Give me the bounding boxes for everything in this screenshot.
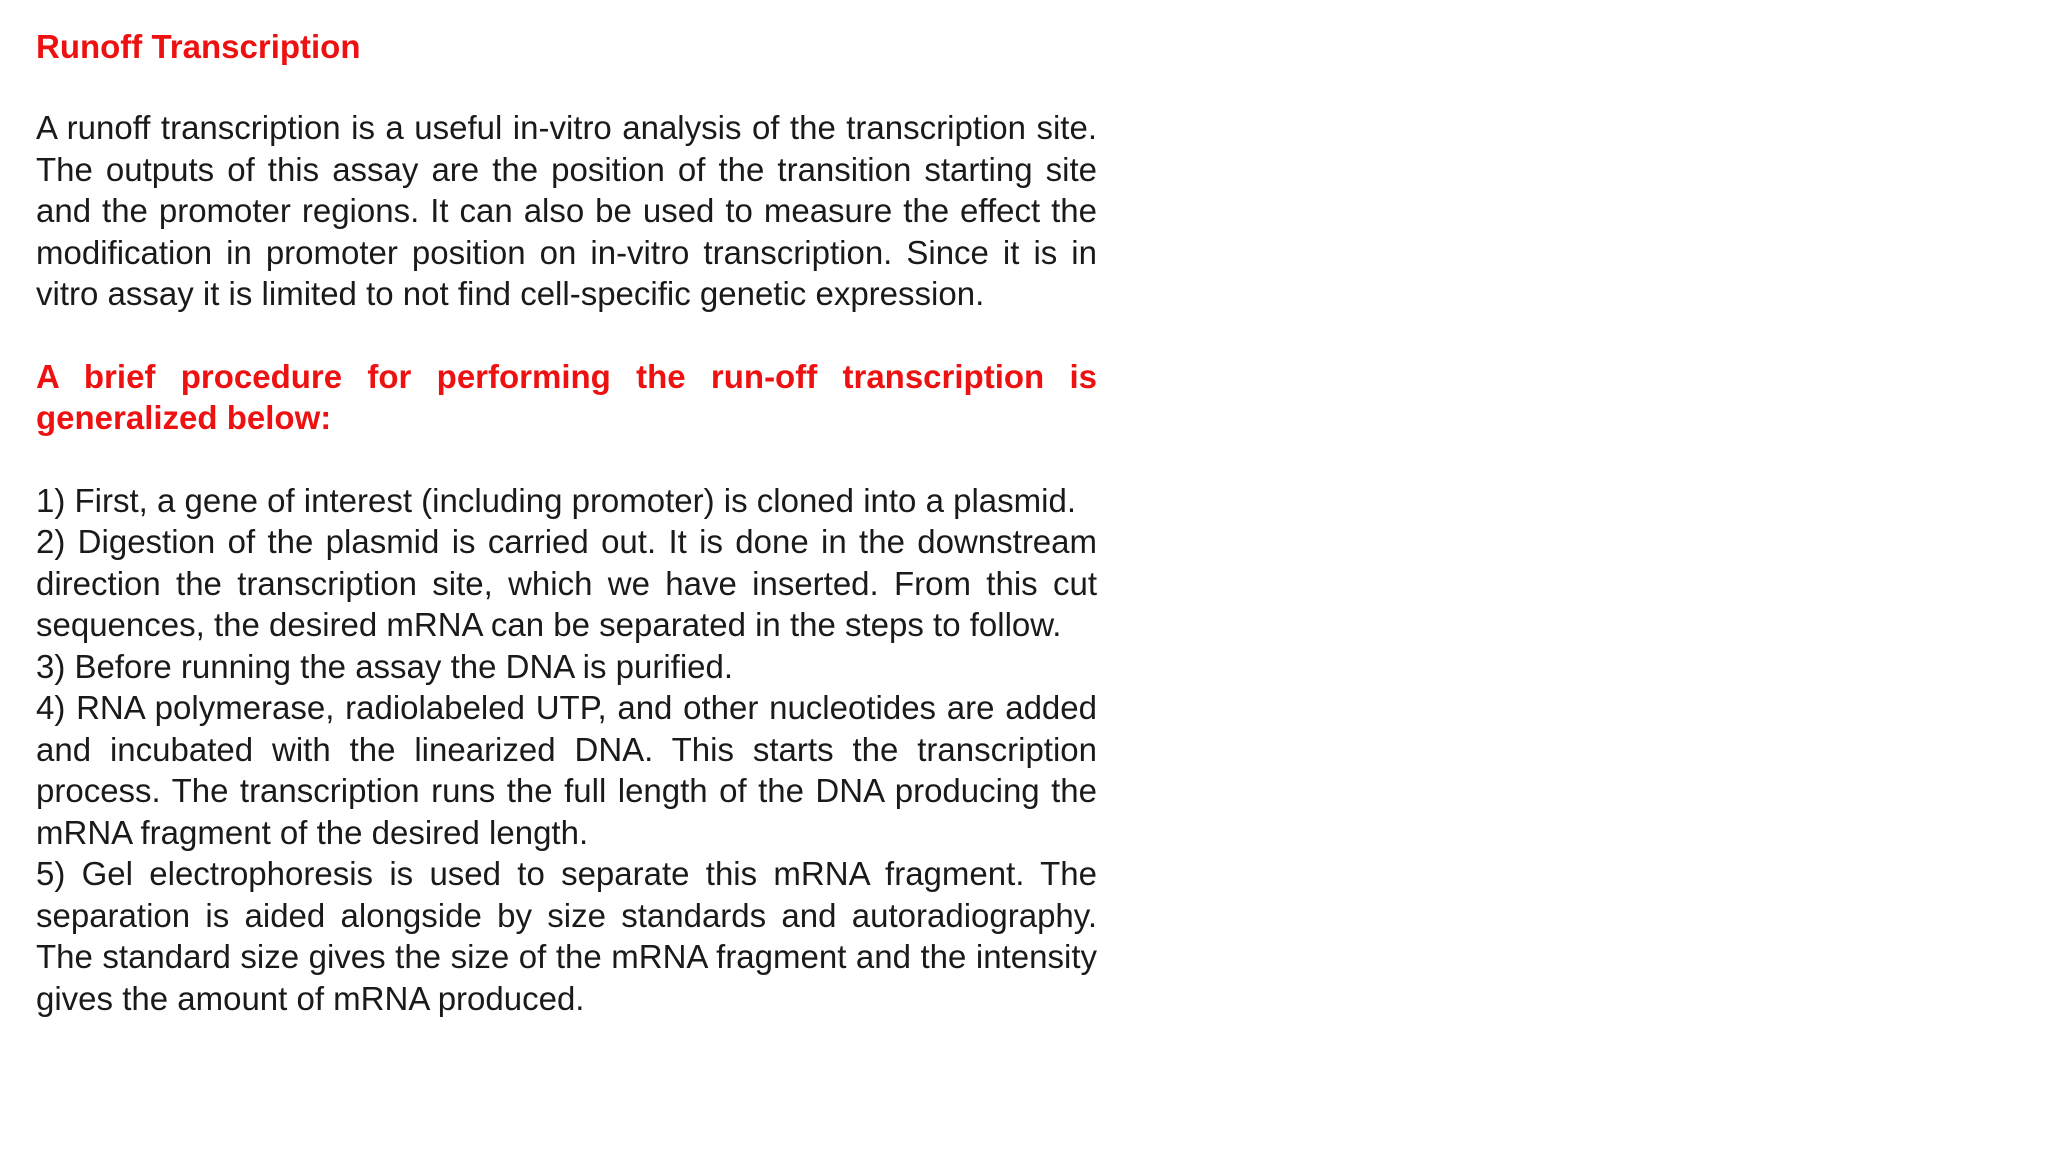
intro-paragraph: A runoff transcription is a useful in-vitro analysis of the transcription site. The outputs of this assay are the position of the transition starting site and the promoter regions. It can also be used to measure the effect the modification in promoter position on in-vitro transcription. Since it is in vitro assay it is limited to not find cell-specific genetic expression. [36,109,1097,312]
procedure-step: 2) Digestion of the plasmid is carried out. It is done in the downstream direction the transcription site, which we have inserted. From this cut sequences, the desired mRNA can be separated in the steps to follow. [36,523,1097,643]
procedure-step: 1) First, a gene of interest (including promoter) is cloned into a plasmid. [36,481,1076,519]
procedure-step: 3) Before running the assay the DNA is purified. [36,647,734,685]
procedure-heading: A brief procedure for performing the run-off transcription is generalized below: [36,357,1097,436]
procedure-steps-list [36,480,1097,1020]
procedure-step: 4) RNA polymerase, radiolabeled UTP, and other nucleotides are added and incubated with the linearized DNA. This starts the transcription process. The transcription runs the full length of the DNA producing the mRNA fragment of the desired length. [36,689,1097,851]
page-title: Runoff Transcription [36,28,361,65]
procedure-step: 5) Gel electrophoresis is used to separate this mRNA fragment. The separation is aided alongside by size standards and autoradiography. The standard size gives the size of the mRNA fragment and the intensity gives the amount of mRNA produced. [36,855,1097,1017]
document-body [36,24,1097,1019]
